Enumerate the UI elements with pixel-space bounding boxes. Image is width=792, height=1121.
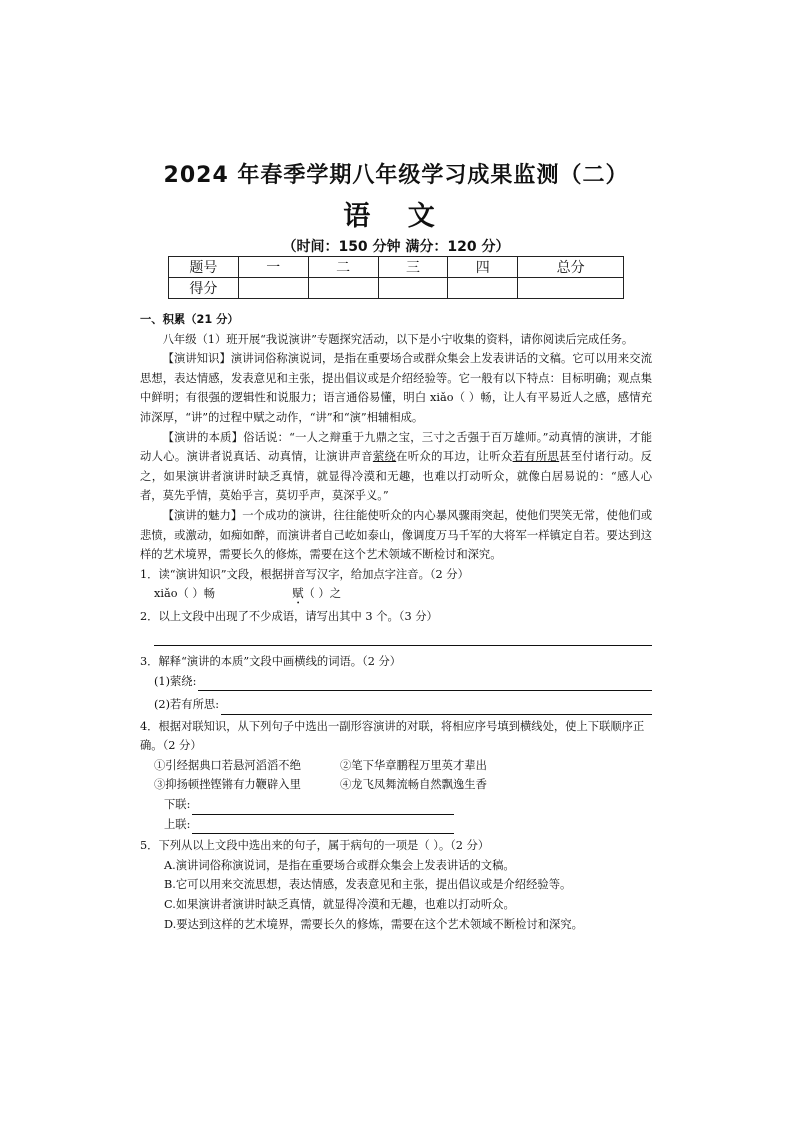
choice-option[interactable]: B.它可以用来交流思想，表达情感，发表意见和主张，提出倡议或是介绍经验等。: [164, 878, 572, 892]
question-1: 1．读“演讲知识”文段，根据拼音写汉字，给加点字注音。（2 分）: [140, 567, 469, 581]
score-cell: 二: [308, 257, 378, 278]
answer-line[interactable]: [192, 796, 454, 815]
couplet-option: ③抑扬顿挫铿锵有力鞭辟入里: [154, 778, 301, 792]
text-span: 甚至付诸行动。反之，如果演讲者演讲时缺乏真情，就显得冷漠和无趣，也难以打动听众，就像白居易说的：“感人心者，莫先乎情，莫始乎言，莫切乎声，莫深乎义。”: [140, 450, 652, 503]
pronunciation-blank[interactable]: （ ）之: [303, 587, 341, 601]
couplet-option: ①引经据典口若悬河滔滔不绝: [154, 758, 301, 772]
question-5: 5．下列从以上文段中选出来的句子，属于病句的一项是（ ）。（2 分）: [140, 839, 490, 853]
section-heading: 一、积累（21 分）: [140, 313, 239, 326]
score-table-header-row: [169, 257, 624, 278]
score-cell: 得分: [169, 278, 239, 299]
subject-title: 语 文: [343, 201, 449, 232]
paragraph-knowledge: 【演讲知识】演讲词俗称演说词，是指在重要场合或群众集会上发表讲话的文稿。它可以用来交流思想，表达情感，发表意见和主张，提出倡议或是介绍经验等。它一般有以下特点：目标明确；观点集中鲜明；有很强的逻辑性和说服力；语言通俗易懂，明白 xiǎo（ ）畅，让人有平易近人之感，感情充沛深厚，“讲”的过程中赋之动作，“讲”和“演”相辅相成。: [140, 352, 652, 424]
score-input-cell[interactable]: [238, 278, 308, 299]
choice-option[interactable]: A.演讲词俗称演说词，是指在重要场合或群众集会上发表讲话的文稿。: [164, 858, 515, 872]
score-cell: 题号: [169, 257, 239, 278]
underlined-word: 若有所思: [512, 450, 560, 464]
option-row: [140, 775, 652, 795]
pinyin-blank[interactable]: xiǎo（ ）畅: [154, 587, 216, 601]
upper-couplet-row: [140, 815, 652, 835]
score-cell: 总分: [518, 257, 624, 278]
question-4: 4．根据对联知识，从下列句子中选出一副形容演讲的对联，将相应序号填到横线处，使上下联顺序正确。（2 分）: [140, 719, 645, 753]
answer-line[interactable]: [154, 627, 652, 646]
dotted-char: 赋: [292, 587, 304, 601]
time-info: （时间：150 分钟 满分：120 分）: [282, 239, 510, 255]
question-1-blanks: [140, 584, 652, 607]
choice-option[interactable]: C.如果演讲者演讲时缺乏真情，就显得冷漠和无趣，也难以打动听众。: [164, 898, 515, 912]
score-input-cell[interactable]: [378, 278, 448, 299]
underlined-word: 萦绕: [372, 450, 397, 464]
lower-couplet-label: 下联:: [164, 798, 191, 812]
score-input-cell[interactable]: [518, 278, 624, 299]
question-3-item-1: [140, 672, 652, 692]
answer-line[interactable]: [192, 815, 454, 834]
option-row: [140, 756, 652, 776]
couplet-option: ②笔下华章鹏程万里英才辈出: [340, 758, 487, 772]
couplet-option: ④龙飞凤舞流畅自然飘逸生香: [340, 778, 487, 792]
section-1: [140, 310, 652, 934]
term-label: (2)若有所思:: [154, 698, 219, 712]
answer-line[interactable]: [221, 696, 652, 715]
score-table: [168, 256, 624, 299]
answer-line[interactable]: [198, 672, 652, 691]
score-cell: 四: [448, 257, 518, 278]
score-input-cell[interactable]: [448, 278, 518, 299]
paragraph-charm: 【演讲的魅力】一个成功的演讲，往往能使听众的内心暴风骤雨突起，使他们哭笑无常，使他们或悲愤，或激动，如痴如醉，而演讲者自己屹如泰山，像调度万马千军的大将军一样镇定自若。要达到这样的艺术境界，需要长久的修炼，需要在这个艺术领域不断检讨和深究。: [140, 508, 652, 562]
lower-couplet-row: [140, 795, 652, 815]
term-label: (1)萦绕:: [154, 674, 197, 688]
score-input-cell[interactable]: [308, 278, 378, 299]
question-3-item-2: [140, 695, 652, 715]
score-table-score-row: [169, 278, 624, 299]
choice-option[interactable]: D.要达到这样的艺术境界，需要长久的修炼，需要在这个艺术领域不断检讨和深究。: [164, 917, 583, 931]
question-2: 2．以上文段中出现了不少成语，请写出其中 3 个。（3 分）: [140, 610, 438, 624]
exam-title: 2024 年春季学期八年级学习成果监测（二）: [163, 163, 629, 188]
score-cell: 三: [378, 257, 448, 278]
intro-paragraph: 八年级（1）班开展“我说演讲”专题探究活动，以下是小宁收集的资料，请你阅读后完成任务。: [162, 332, 634, 346]
paragraph-essence: [140, 428, 652, 506]
question-3: 3．解释“演讲的本质”文段中画横线的词语。（2 分）: [140, 654, 402, 668]
text-span: 【演讲的本质】俗话说：“一人之辩重于九鼎之宝，三寸之舌强于百万雄师。”动真情的演讲，才能动人心。演讲者说真话、动真情，让演讲声音: [140, 430, 652, 464]
upper-couplet-label: 上联:: [164, 817, 191, 831]
score-cell: 一: [238, 257, 308, 278]
text-span: 在听众的耳边，让听众: [396, 450, 513, 464]
